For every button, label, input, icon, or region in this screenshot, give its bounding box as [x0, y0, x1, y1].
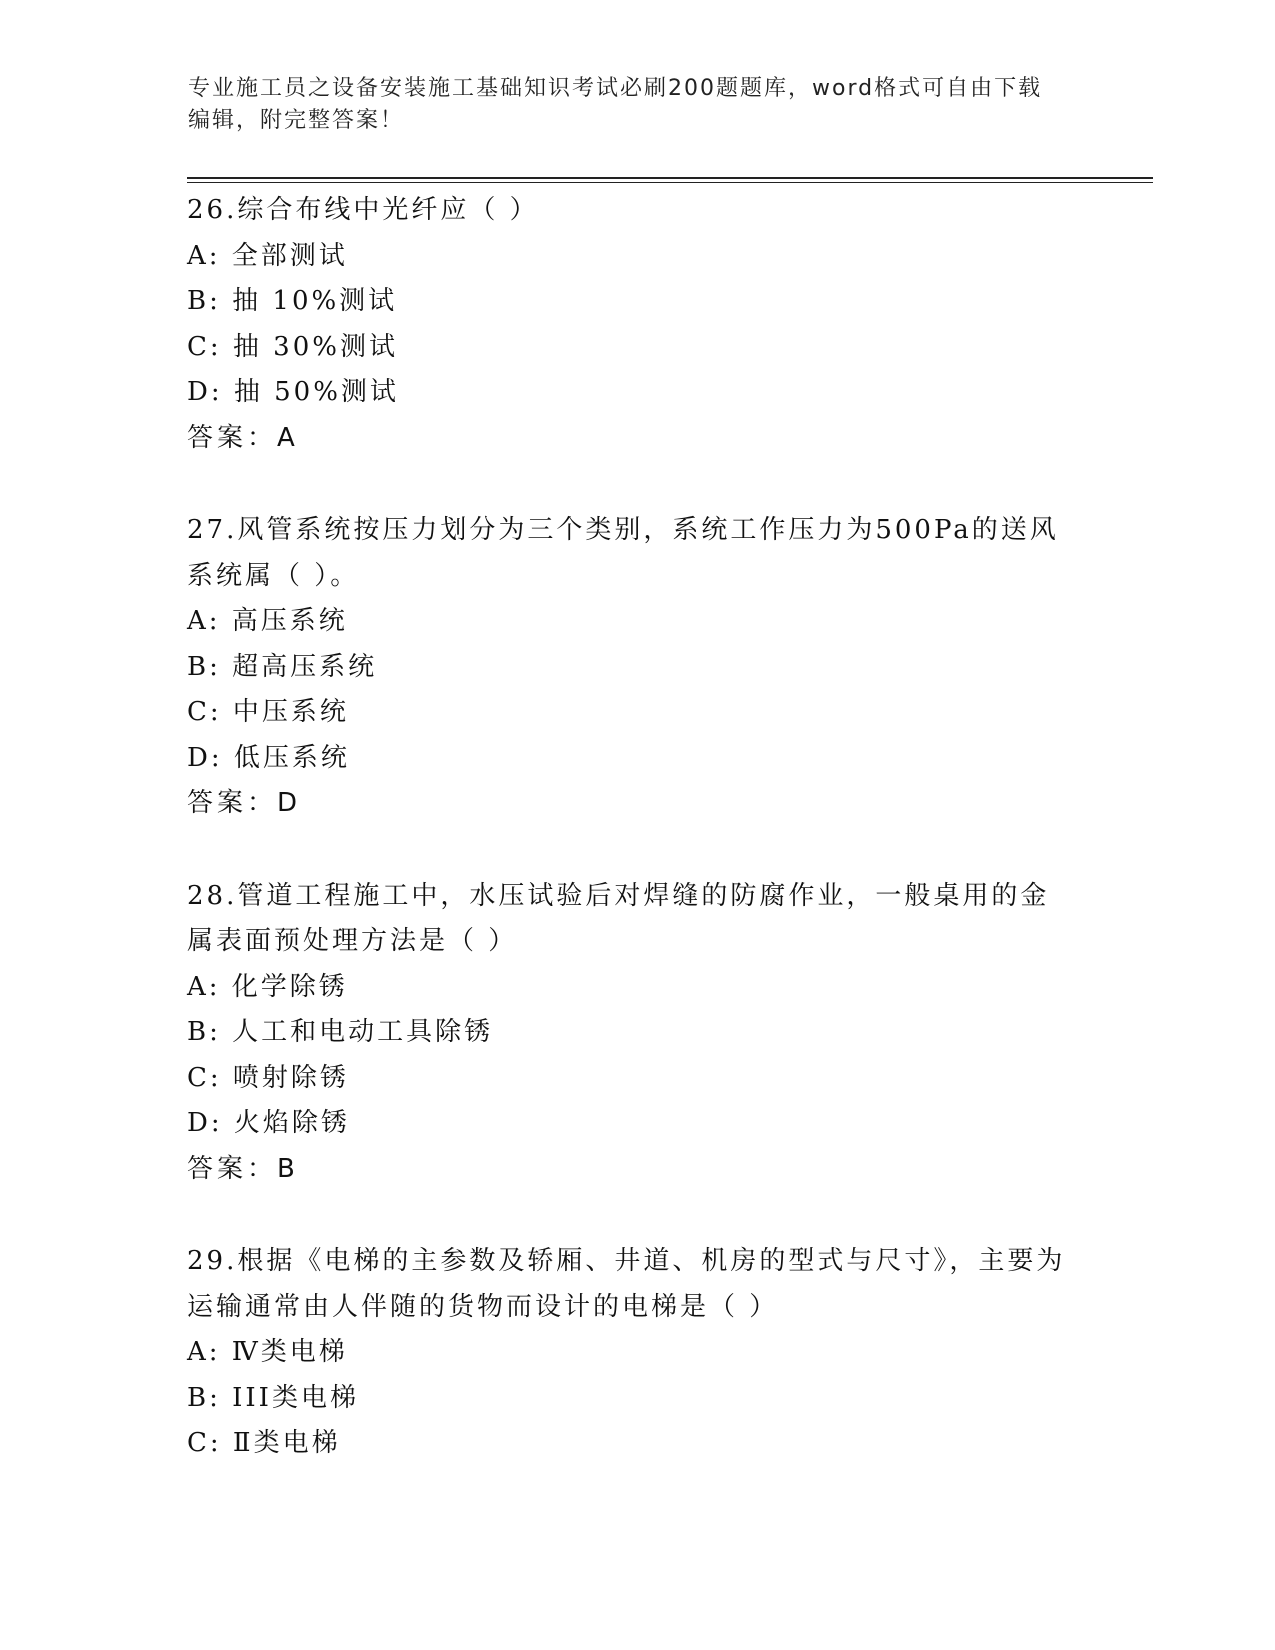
question-27	[187, 508, 1087, 827]
option-a: A: 化学除锈	[187, 971, 348, 1002]
option-c: C: 喷射除锈	[187, 1062, 349, 1093]
option-c: C: Ⅱ类电梯	[187, 1428, 341, 1458]
option-a: A: 全部测试	[187, 240, 348, 271]
question-28	[187, 874, 1087, 1193]
answer-line	[187, 416, 1087, 462]
option-c: C: 抽 30%测试	[187, 331, 398, 362]
question-26	[187, 188, 1087, 461]
option-c: C: 中压系统	[187, 697, 349, 727]
answer-value: A	[277, 422, 297, 453]
option-b: B: 超高压系统	[187, 651, 378, 682]
option-b: B: III类电梯	[187, 1382, 359, 1413]
answer-label: 答案：	[187, 788, 278, 818]
document-header	[188, 73, 1068, 137]
header-divider-thin	[187, 182, 1153, 183]
question-stem: 29.根据《电梯的主参数及轿厢、井道、机房的型式与尺寸》，主要为运输通常由人伴随的货物而设计的电梯是（ ）	[187, 1246, 1066, 1322]
option-b: B: 人工和电动工具除锈	[187, 1017, 494, 1047]
question-stem: 26.综合布线中光纤应（ ）	[187, 195, 539, 225]
question-stem: 27.风管系统按压力划分为三个类别，系统工作压力为500Pa的送风系统属（ ）。	[187, 515, 1059, 591]
answer-line	[187, 781, 1087, 827]
header-line-2: 编辑，附完整答案！	[188, 108, 405, 133]
question-29	[187, 1239, 1087, 1467]
header-line-1: 专业施工员之设备安装施工基础知识考试必刷200题题库，word格式可自由下载	[188, 76, 1043, 101]
option-b: B: 抽 10%测试	[187, 286, 398, 316]
answer-label: 答案：	[187, 1153, 278, 1184]
option-d: D: 火焰除锈	[187, 1108, 350, 1138]
option-d: D: 抽 50%测试	[187, 377, 399, 407]
header-divider-thick	[187, 177, 1153, 179]
question-stem: 28.管道工程施工中，水压试验后对焊缝的防腐作业，一般桌用的金属表面预处理方法是（ ）	[187, 880, 1050, 956]
question-list	[187, 188, 1087, 1514]
answer-value: D	[277, 788, 300, 818]
option-a: A: 高压系统	[187, 606, 348, 636]
option-a: A: Ⅳ类电梯	[187, 1337, 348, 1367]
answer-value: B	[277, 1153, 297, 1184]
option-d: D: 低压系统	[187, 742, 350, 773]
answer-label: 答案：	[187, 422, 278, 453]
answer-line	[187, 1147, 1087, 1193]
